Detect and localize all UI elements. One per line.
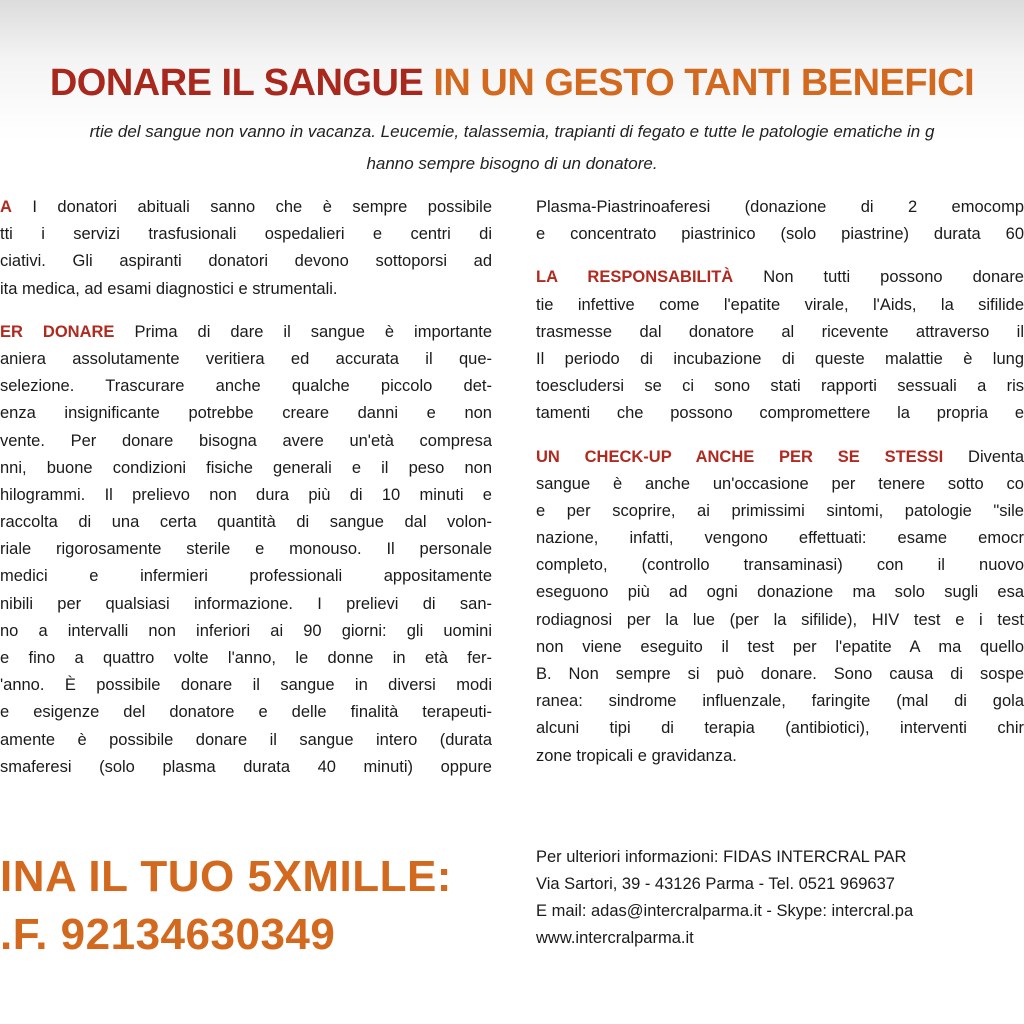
paragraph-line: A I donatori abituali sanno che è sempre possibile — [0, 198, 492, 216]
paragraph-line: ER DONARE Prima di dare il sangue è importante — [0, 322, 492, 341]
section-lead: UN CHECK-UP ANCHE PER SE STESSI — [536, 447, 944, 466]
paragraph-line: LA RESPONSABILITÀ Non tutti possono donare — [536, 268, 1024, 287]
paragraph-line: nibili per qualsiasi informazione. I prelievi di san- — [0, 594, 492, 613]
paragraph-line: e fino a quattro volte l'anno, le donne in età fer- — [0, 649, 492, 667]
title-part-1: DONARE IL SANGUE — [49, 62, 424, 104]
paragraph-line: rodiagnosi per la lue (per la sifilide), HIV test e i test — [536, 610, 1024, 629]
paragraph-line: tamenti che possono compromettere la propria e — [536, 404, 1024, 423]
paragraph-line: Il periodo di incubazione di queste malattie è lung — [536, 349, 1024, 368]
paragraph-line: aniera assolutamente veritiera ed accurata il que- — [0, 349, 492, 368]
paragraph-line: eseguono più ad ogni donazione ma solo sugli esa — [536, 583, 1024, 602]
title-part-2: IN UN GESTO TANTI BENEFICI — [433, 62, 975, 104]
paragraph-line: e esigenze del donatore e delle finalità terapeuti- — [0, 703, 492, 722]
section-lead: A — [0, 198, 12, 216]
contact-info — [536, 844, 1024, 952]
paragraph-line: smaferesi (solo plasma durata 40 minuti) oppure — [0, 757, 492, 776]
section-lead: ER DONARE — [0, 322, 115, 341]
paragraph-line: ranea: sindrome influenzale, faringite (mal di gola — [536, 692, 1024, 711]
paragraph-line: e per scoprire, ai primissimi sintomi, patologie "sile — [536, 501, 1024, 520]
paragraph-line: enza insignificante potrebbe creare danni e non — [0, 404, 492, 423]
paragraph-line: nazione, infatti, vengono effettuati: esame emocr — [536, 529, 1024, 548]
paragraph-line: no a intervalli non inferiori ai 90 giorni: gli uomini — [0, 621, 492, 640]
subtitle-line-1: rtie del sangue non vanno in vacanza. Leucemie, talassemia, trapianti di fegato e tutte le patologie ematiche in g — [89, 122, 935, 141]
page-title — [0, 62, 1024, 105]
paragraph-line: tti i servizi trasfusionali ospedalieri e centri di — [0, 225, 492, 244]
subtitle-line-2: hanno sempre bisogno di un donatore. — [366, 154, 658, 173]
paragraph-line: completo, (controllo transaminasi) con il nuovo — [536, 556, 1024, 575]
paragraph-line: sangue è anche un'occasione per tenere sotto co — [536, 474, 1024, 493]
paragraph-line: alcuni tipi di terapia (antibiotici), interventi chir — [536, 719, 1024, 738]
contact-website: www.intercralparma.it — [536, 929, 694, 947]
paragraph-line: vente. Per donare bisogna avere un'età compresa — [0, 431, 492, 450]
paragraph-line: nni, buone condizioni fisiche generali e il peso non — [0, 458, 492, 477]
paragraph-line: ita medica, ad esami diagnostici e strumentali. — [0, 279, 338, 298]
paragraph-line: UN CHECK-UP ANCHE PER SE STESSI Diventa — [536, 447, 1024, 466]
paragraph-line: Plasma-Piastrinoaferesi (donazione di 2 emocomp — [536, 198, 1024, 216]
contact-line-info: Per ulteriori informazioni: FIDAS INTERCRAL PAR — [536, 848, 907, 866]
paragraph-line: ciativi. Gli aspiranti donatori devono sottoporsi ad — [0, 252, 492, 271]
paragraph-line: selezione. Trascurare anche qualche piccolo det- — [0, 377, 492, 396]
section-lead: LA RESPONSABILITÀ — [536, 268, 734, 287]
cta-tax-code: .F. 92134630349 — [0, 910, 336, 959]
contact-email-skype: E mail: adas@intercralparma.it - Skype: intercral.pa — [536, 902, 914, 920]
paragraph-line: e concentrato piastrinico (solo piastrine) durata 60 — [536, 225, 1024, 244]
paragraph-line: toescludersi se ci sono stati rapporti sessuali a ris — [536, 377, 1024, 396]
left-column — [0, 194, 492, 781]
contact-address: Via Sartori, 39 - 43126 Parma - Tel. 0521 969637 — [536, 875, 895, 893]
right-column — [536, 194, 1024, 770]
cta-5xmille: INA IL TUO 5XMILLE: — [0, 852, 452, 901]
paragraph-line: zone tropicali e gravidanza. — [536, 746, 737, 765]
paragraph-line: B. Non sempre si può donare. Sono causa di sospe — [536, 665, 1024, 683]
paragraph-line: 'anno. È possibile donare il sangue in diversi modi — [0, 676, 492, 695]
paragraph-line: riale rigorosamente sterile e monouso. Il personale — [0, 540, 492, 559]
paragraph-line: trasmesse dal donatore al ricevente attraverso il — [536, 322, 1024, 341]
paragraph-line: hilogrammi. Il prelievo non dura più di 10 minuti e — [0, 485, 492, 504]
paragraph-line: raccolta di una certa quantità di sangue dal volon- — [0, 513, 492, 532]
paragraph-line: medici e infermieri professionali appositamente — [0, 567, 492, 586]
paragraph-line: non viene eseguito il test per l'epatite A ma quello — [536, 637, 1024, 656]
paragraph-line: tie infettive come l'epatite virale, l'Aids, la sifilide — [536, 295, 1024, 314]
paragraph-line: amente è possibile donare il sangue intero (durata — [0, 730, 492, 749]
subtitle — [0, 116, 1024, 180]
